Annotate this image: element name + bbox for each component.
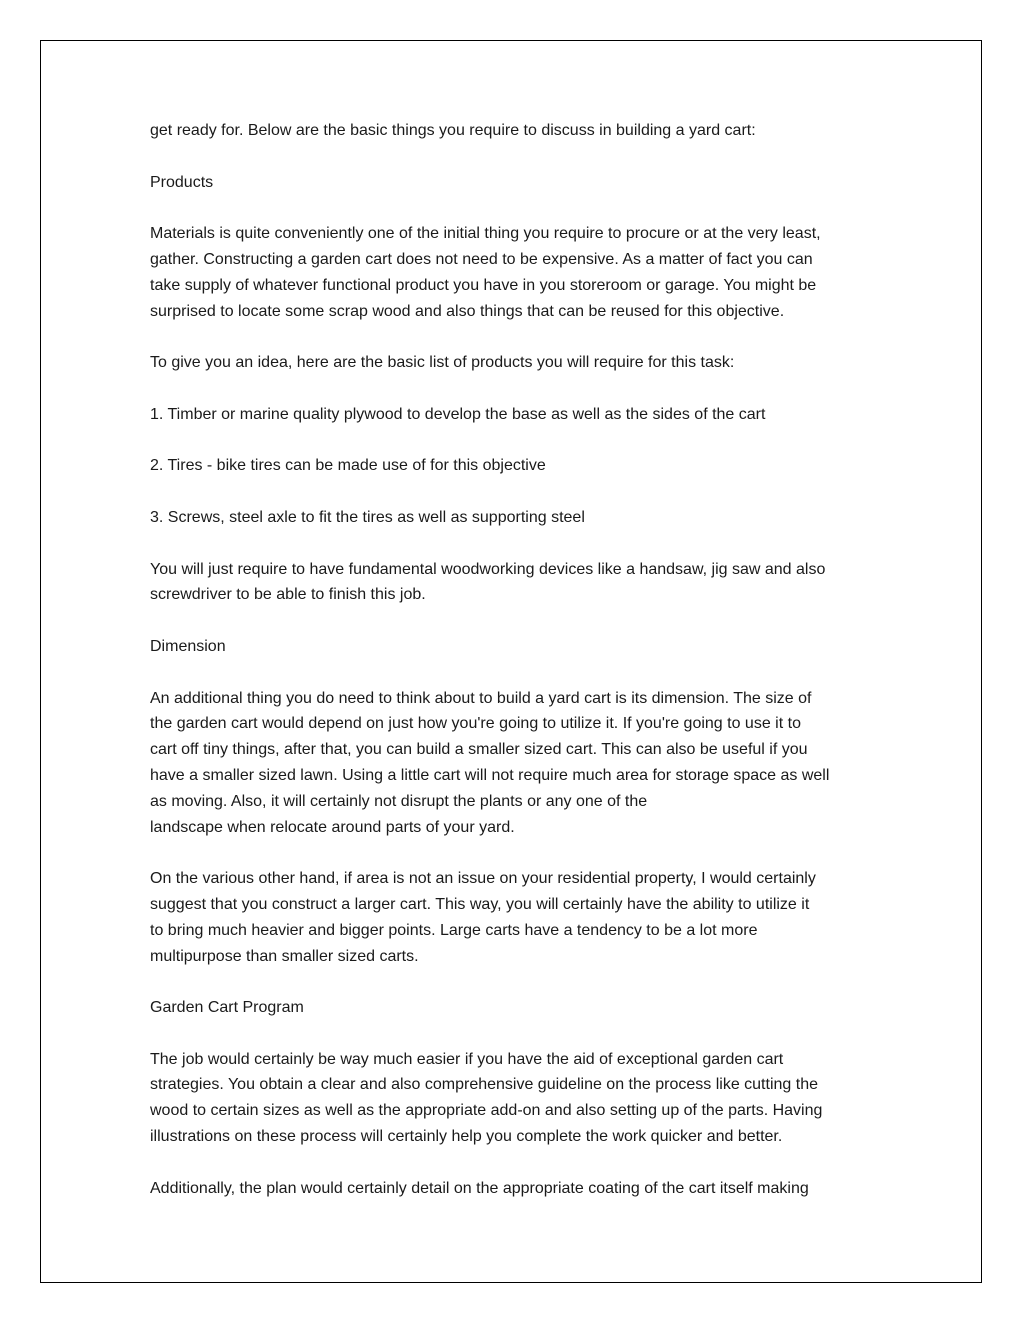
text-line: illustrations on these process will certainly help you complete the work quicker and better.: [150, 1128, 783, 1146]
text-line: cart off tiny things, after that, you can build a smaller sized cart. This can also be useful if you: [150, 741, 808, 759]
paragraph-product-list-intro: [150, 350, 890, 376]
text-line: as moving. Also, it will certainly not disrupt the plants or any one of the: [150, 792, 648, 810]
paragraph-coating: [150, 1176, 890, 1202]
text-line: An additional thing you do need to think about to build a yard cart is its dimension. The size of: [150, 689, 812, 707]
text-line: strategies. You obtain a clear and also comprehensive guideline on the process like cutting the: [150, 1076, 818, 1094]
text-line: Materials is quite conveniently one of the initial thing you require to procure or at the very least,: [150, 225, 821, 243]
list-item-tires: [150, 453, 890, 479]
text-line: Additionally, the plan would certainly detail on the appropriate coating of the cart itself making: [150, 1179, 809, 1197]
text-line: 1. Timber or marine quality plywood to develop the base as well as the sides of the cart: [150, 405, 766, 423]
text-line: suggest that you construct a larger cart. This way, you will certainly have the ability to utilize it: [150, 895, 810, 913]
heading-garden-cart-program: [150, 995, 890, 1021]
text-line: To give you an idea, here are the basic list of products you will require for this task:: [150, 354, 735, 372]
text-line: Garden Cart Program: [150, 999, 304, 1017]
text-line: the garden cart would depend on just how you're going to utilize it. If you're going to use it to: [150, 715, 801, 733]
list-item-screws: [150, 505, 890, 531]
text-line: On the various other hand, if area is not an issue on your residential property, I would certainly: [150, 870, 816, 888]
paragraph-tools: [150, 557, 890, 609]
text-line: wood to certain sizes as well as the appropriate add-on and also setting up of the parts. Having: [150, 1102, 823, 1120]
text-line: multipurpose than smaller sized carts.: [150, 947, 419, 965]
heading-dimension: [150, 634, 890, 660]
paragraph-dimension: [150, 686, 890, 841]
paragraph-larger-cart: [150, 866, 890, 969]
paragraph-strategies: [150, 1047, 890, 1150]
text-line: get ready for. Below are the basic things you require to discuss in building a yard cart:: [150, 122, 756, 139]
text-line: 3. Screws, steel axle to fit the tires as well as supporting steel: [150, 508, 585, 526]
text-line: Dimension: [150, 637, 226, 655]
list-item-timber: [150, 402, 890, 428]
text-line: 2. Tires - bike tires can be made use of for this objective: [150, 457, 546, 475]
text-line: take supply of whatever functional product you have in you storeroom or garage. You might be: [150, 276, 817, 294]
heading-products: [150, 170, 890, 196]
text-line: have a smaller sized lawn. Using a little cart will not require much area for storage space as well: [150, 766, 830, 784]
text-line: surprised to locate some scrap wood and also things that can be reused for this objective.: [150, 302, 785, 320]
text-line: You will just require to have fundamental woodworking devices like a handsaw, jig saw and also: [150, 560, 826, 578]
text-line: landscape when relocate around parts of your yard.: [150, 818, 515, 836]
paragraph-materials: [150, 221, 890, 324]
document-body: [150, 118, 890, 1227]
text-line: to bring much heavier and bigger points. Large carts have a tendency to be a lot more: [150, 921, 758, 939]
text-line: The job would certainly be way much easier if you have the aid of exceptional garden cart: [150, 1050, 784, 1068]
paragraph-intro: [150, 118, 890, 144]
text-line: Products: [150, 173, 214, 191]
text-line: gather. Constructing a garden cart does not need to be expensive. As a matter of fact you can: [150, 250, 813, 268]
text-line: screwdriver to be able to finish this job.: [150, 586, 426, 604]
